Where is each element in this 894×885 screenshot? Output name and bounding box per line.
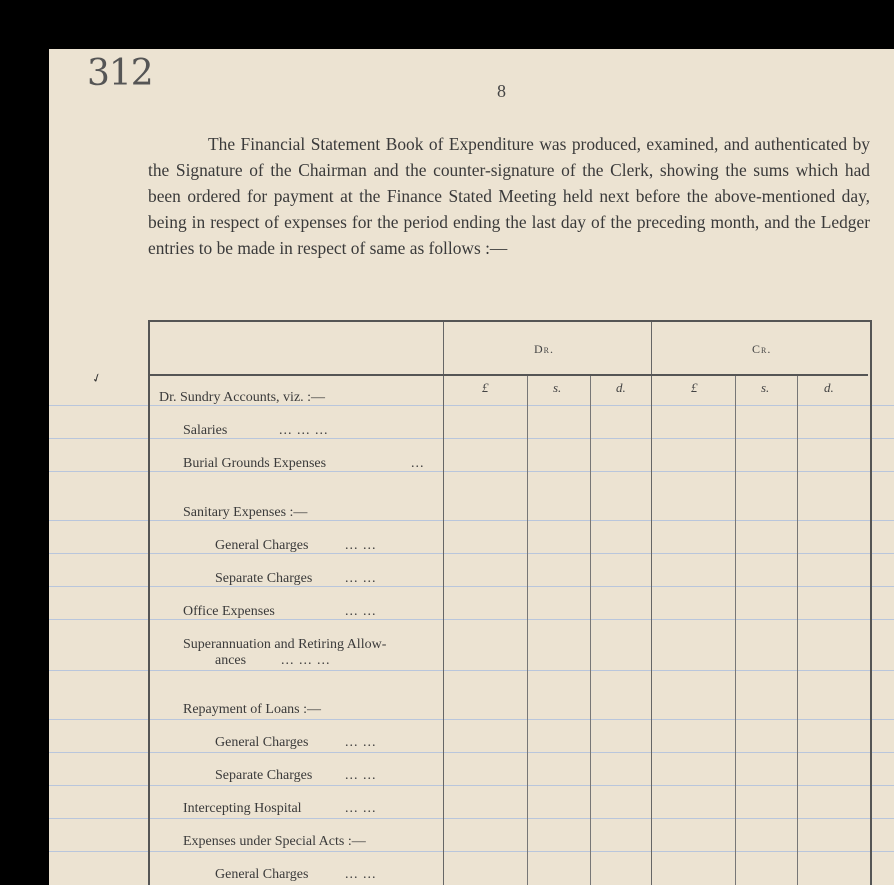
row-label: General Charges: [215, 867, 309, 882]
pounds-column-header: £: [691, 380, 698, 395]
leader-dots: ... ...: [345, 768, 377, 783]
shillings-column-header: s.: [761, 380, 770, 395]
row-label: Separate Charges: [215, 768, 313, 783]
row-label: Superannuation and Retiring Allow-: [183, 637, 387, 652]
row-label: Office Expenses: [183, 604, 275, 619]
statement-paragraph: The Financial Statement Book of Expenditure was produced, examined, and authenticated by the Signature of the Chairman and the counter-signature of the Clerk, showing the sums which had been ordered for payment at the Finance Stated Meeting held next before the above-mentioned day, being in respect of expenses for the period ending the last day of the preceding month, and the Ledger entries to be made in respect of same as follows :—: [148, 134, 870, 258]
row-label: Intercepting Hospital: [183, 801, 302, 816]
column-divider: [527, 376, 528, 885]
leader-dots: ... ...: [345, 801, 377, 816]
leader-dots: ... ...: [345, 604, 377, 619]
leader-dots: ... ...: [345, 571, 377, 586]
leader-dots: ...: [411, 456, 425, 471]
row-label: ances: [215, 653, 247, 668]
row-label: Repayment of Loans :—: [183, 702, 322, 717]
column-divider: [443, 322, 444, 885]
leader-dots: ... ...: [345, 867, 377, 882]
header-rule: [150, 374, 868, 376]
column-divider: [590, 376, 591, 885]
pence-column-header: d.: [824, 380, 834, 395]
column-divider: [651, 322, 652, 885]
page-number: 8: [497, 81, 506, 101]
row-label: Separate Charges: [215, 571, 313, 586]
cr-header: Cr.: [752, 342, 772, 356]
ledger-page: [49, 49, 894, 885]
row-label: Salaries: [183, 423, 228, 438]
pence-column-header: d.: [616, 380, 626, 395]
folio-number: 312: [87, 53, 153, 94]
leader-dots: ... ... ...: [279, 423, 329, 438]
row-label: Expenses under Special Acts :—: [183, 834, 366, 849]
leader-dots: ... ...: [345, 735, 377, 750]
pencil-tick-mark: ✓: [89, 369, 104, 387]
dr-header: Dr.: [534, 342, 555, 356]
column-divider: [797, 376, 798, 885]
row-label: General Charges: [215, 735, 309, 750]
pounds-column-header: £: [482, 380, 489, 395]
row-label: General Charges: [215, 538, 309, 553]
leader-dots: ... ...: [345, 538, 377, 553]
row-label: Burial Grounds Expenses: [183, 456, 327, 471]
column-divider: [735, 376, 736, 885]
shillings-column-header: s.: [553, 380, 562, 395]
leader-dots: ... ... ...: [281, 653, 331, 668]
row-label: Dr. Sundry Accounts, viz. :—: [159, 390, 326, 405]
row-label: Sanitary Expenses :—: [183, 505, 308, 520]
